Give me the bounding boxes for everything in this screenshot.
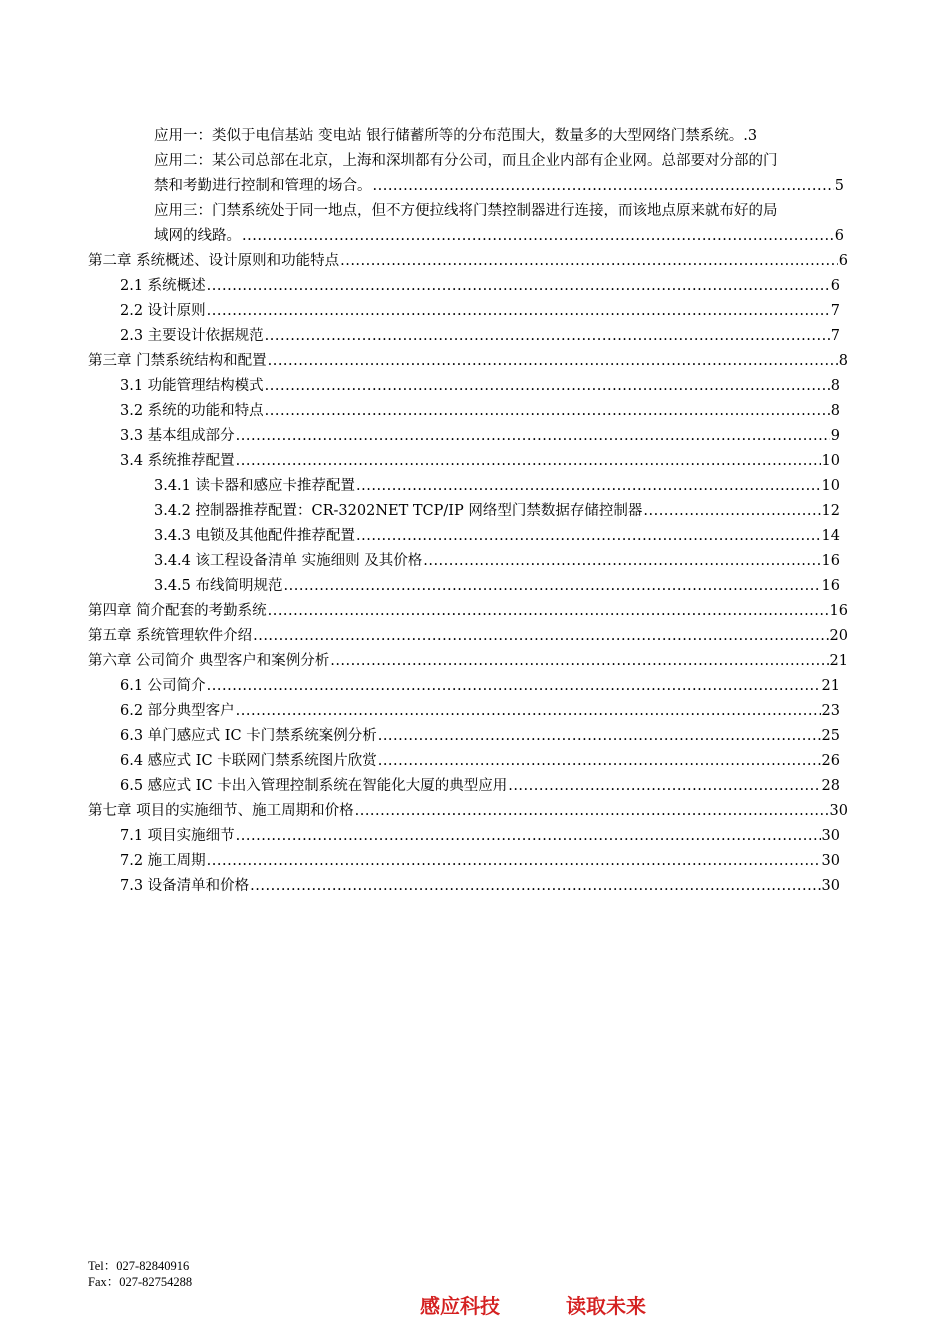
toc-entry-title: 2.3 主要设计依据规范 bbox=[120, 328, 264, 344]
toc-section bbox=[120, 824, 840, 849]
toc-subsection bbox=[154, 549, 840, 574]
toc-entry-title: 第四章 简介配套的考勤系统 bbox=[88, 603, 267, 619]
toc-entry-title: 7.1 项目实施细节 bbox=[120, 828, 235, 844]
toc-entry-page: 5 bbox=[834, 177, 844, 194]
toc-subsection bbox=[154, 524, 840, 549]
dot-leader bbox=[250, 874, 820, 899]
toc-section bbox=[120, 374, 840, 399]
toc-section bbox=[120, 699, 840, 724]
dot-leader bbox=[236, 824, 821, 849]
toc-entry-title: 3.4.1 读卡器和感应卡推荐配置 bbox=[154, 478, 356, 494]
toc-entry-title: 3.2 系统的功能和特点 bbox=[120, 403, 264, 419]
toc-entry-title: 3.4 系统推荐配置 bbox=[120, 453, 235, 469]
toc-entry-title: 3.1 功能管理结构模式 bbox=[120, 378, 264, 394]
toc-section bbox=[120, 299, 840, 324]
toc-entry-title: 3.4.4 该工程设备清单 实施细则 及其价格 bbox=[154, 553, 423, 569]
toc-entry-title: 第二章 系统概述、设计原则和功能特点 bbox=[88, 253, 340, 269]
toc-section bbox=[120, 449, 840, 474]
footer-slogan-right: 读取未来 bbox=[566, 1294, 646, 1318]
dot-leader bbox=[423, 549, 820, 574]
toc-entry-title: 7.2 施工周期 bbox=[120, 853, 206, 869]
toc-entry-title-line1: 应用二：某公司总部在北京，上海和深圳都有分公司，而且企业内部有企业网。总部要对分部的门 bbox=[154, 153, 778, 169]
toc-chapter bbox=[88, 624, 848, 649]
toc-entry-title-line1: 应用三：门禁系统处于同一地点，但不方便拉线将门禁控制器进行连接，而该地点原来就布好的局 bbox=[154, 203, 778, 219]
dot-leader bbox=[643, 499, 820, 524]
toc-entry-title: 6.4 感应式 IC 卡联网门禁系统图片欣赏 bbox=[120, 753, 377, 769]
toc-entry-title: 6.1 公司简介 bbox=[120, 678, 206, 694]
toc-entry-page: 16 bbox=[829, 603, 848, 619]
dot-leader bbox=[508, 774, 820, 799]
toc-section bbox=[120, 674, 840, 699]
toc-section bbox=[120, 749, 840, 774]
toc-entry bbox=[154, 149, 844, 198]
toc-entry-page: 25 bbox=[821, 728, 840, 744]
toc-chapter bbox=[88, 599, 848, 624]
dot-leader bbox=[265, 399, 830, 424]
toc-section bbox=[120, 774, 840, 799]
toc-entry-title: 2.1 系统概述 bbox=[120, 278, 206, 294]
toc-entry bbox=[154, 199, 844, 248]
footer-contact bbox=[88, 1258, 192, 1290]
toc-entry-page: 8 bbox=[830, 378, 840, 394]
toc-entry-page: 30 bbox=[821, 828, 840, 844]
dot-leader bbox=[236, 424, 830, 449]
dot-leader bbox=[340, 249, 838, 274]
toc-section bbox=[120, 399, 840, 424]
toc-entry-page: 7 bbox=[830, 303, 840, 319]
toc-entry-page: 21 bbox=[829, 653, 848, 669]
dot-leader bbox=[207, 674, 821, 699]
toc-entry-title: 3.4.5 布线简明规范 bbox=[154, 578, 283, 594]
toc-subsection bbox=[154, 499, 840, 524]
toc-entry-title: 第七章 项目的实施细节、施工周期和价格 bbox=[88, 803, 354, 819]
toc-entry-title: 6.3 单门感应式 IC 卡门禁系统案例分析 bbox=[120, 728, 377, 744]
dot-leader bbox=[207, 299, 830, 324]
toc-entry-page: 30 bbox=[829, 803, 848, 819]
toc-entry-page: 6 bbox=[834, 227, 844, 244]
toc-section bbox=[120, 849, 840, 874]
toc-entry-title: 6.5 感应式 IC 卡出入管理控制系统在智能化大厦的典型应用 bbox=[120, 778, 508, 794]
toc-entry-title: 第五章 系统管理软件介绍 bbox=[88, 628, 253, 644]
dot-leader bbox=[356, 524, 821, 549]
toc-entry-page: 8 bbox=[838, 353, 848, 369]
toc-entry-page: 26 bbox=[821, 753, 840, 769]
toc-section bbox=[120, 424, 840, 449]
toc-entry-page: 10 bbox=[821, 478, 840, 494]
dot-leader bbox=[373, 174, 834, 199]
toc-entry-title: 应用一：类似于电信基站 变电站 银行储蓄所等的分布范围大，数量多的大型网络门禁系统。 bbox=[154, 128, 744, 144]
dot-leader bbox=[242, 224, 834, 249]
toc-entry-title: 7.3 设备清单和价格 bbox=[120, 878, 250, 894]
dot-leader bbox=[378, 749, 821, 774]
dot-leader bbox=[207, 274, 830, 299]
toc-section bbox=[120, 724, 840, 749]
toc-entry-page: 30 bbox=[821, 878, 840, 894]
footer-tel: Tel：027-82840916 bbox=[88, 1259, 190, 1273]
toc-entry-page: .3 bbox=[743, 128, 758, 144]
toc-chapter bbox=[88, 799, 848, 824]
toc-entry-page: 14 bbox=[821, 528, 840, 544]
toc-entry-title-line2: 域网的线路。 bbox=[154, 227, 241, 244]
toc-entry-page: 30 bbox=[821, 853, 840, 869]
toc-entry-page: 28 bbox=[821, 778, 840, 794]
dot-leader bbox=[236, 699, 821, 724]
toc-entry-title: 3.4.2 控制器推荐配置：CR-3202NET TCP/IP 网络型门禁数据存储控制器 bbox=[154, 503, 643, 519]
toc-entry-page: 9 bbox=[830, 428, 840, 444]
toc-entry-page: 23 bbox=[821, 703, 840, 719]
toc-chapter bbox=[88, 249, 848, 274]
footer-slogan-left: 感应科技 bbox=[420, 1294, 500, 1318]
footer-fax: Fax：027-82754288 bbox=[88, 1275, 193, 1289]
toc-entry-title: 3.3 基本组成部分 bbox=[120, 428, 235, 444]
dot-leader bbox=[284, 574, 821, 599]
toc-section bbox=[120, 274, 840, 299]
toc-entry-page: 12 bbox=[821, 503, 840, 519]
toc-chapter bbox=[88, 349, 848, 374]
dot-leader bbox=[378, 724, 821, 749]
toc-entry-page: 7 bbox=[830, 328, 840, 344]
dot-leader bbox=[356, 474, 821, 499]
toc-entry-page: 6 bbox=[838, 253, 848, 269]
dot-leader bbox=[268, 599, 829, 624]
dot-leader bbox=[236, 449, 821, 474]
toc-entry-page: 16 bbox=[821, 553, 840, 569]
toc-entry-title: 3.4.3 电锁及其他配件推荐配置 bbox=[154, 528, 356, 544]
toc-entry-title: 第三章 门禁系统结构和配置 bbox=[88, 353, 267, 369]
toc-entry-title: 6.2 部分典型客户 bbox=[120, 703, 235, 719]
dot-leader bbox=[268, 349, 838, 374]
toc-entry-page: 10 bbox=[821, 453, 840, 469]
toc-entry-title-line2: 禁和考勤进行控制和管理的场合。 bbox=[154, 177, 372, 194]
dot-leader bbox=[265, 374, 830, 399]
toc-entry-page: 20 bbox=[829, 628, 848, 644]
toc-entry-page: 16 bbox=[821, 578, 840, 594]
toc-entry-page: 6 bbox=[830, 278, 840, 294]
toc-entry-title: 第六章 公司简介 典型客户和案例分析 bbox=[88, 653, 330, 669]
toc-subsection bbox=[154, 574, 840, 599]
toc-entry-title: 2.2 设计原则 bbox=[120, 303, 206, 319]
dot-leader bbox=[265, 324, 830, 349]
toc-section bbox=[120, 324, 840, 349]
toc-entry-page: 21 bbox=[821, 678, 840, 694]
dot-leader bbox=[207, 849, 821, 874]
dot-leader bbox=[330, 649, 828, 674]
toc-subsection bbox=[154, 474, 840, 499]
dot-leader bbox=[355, 799, 829, 824]
toc-section bbox=[120, 874, 840, 899]
toc-entry bbox=[154, 124, 844, 149]
toc-entry-page: 8 bbox=[830, 403, 840, 419]
dot-leader bbox=[253, 624, 828, 649]
toc-chapter bbox=[88, 649, 848, 674]
